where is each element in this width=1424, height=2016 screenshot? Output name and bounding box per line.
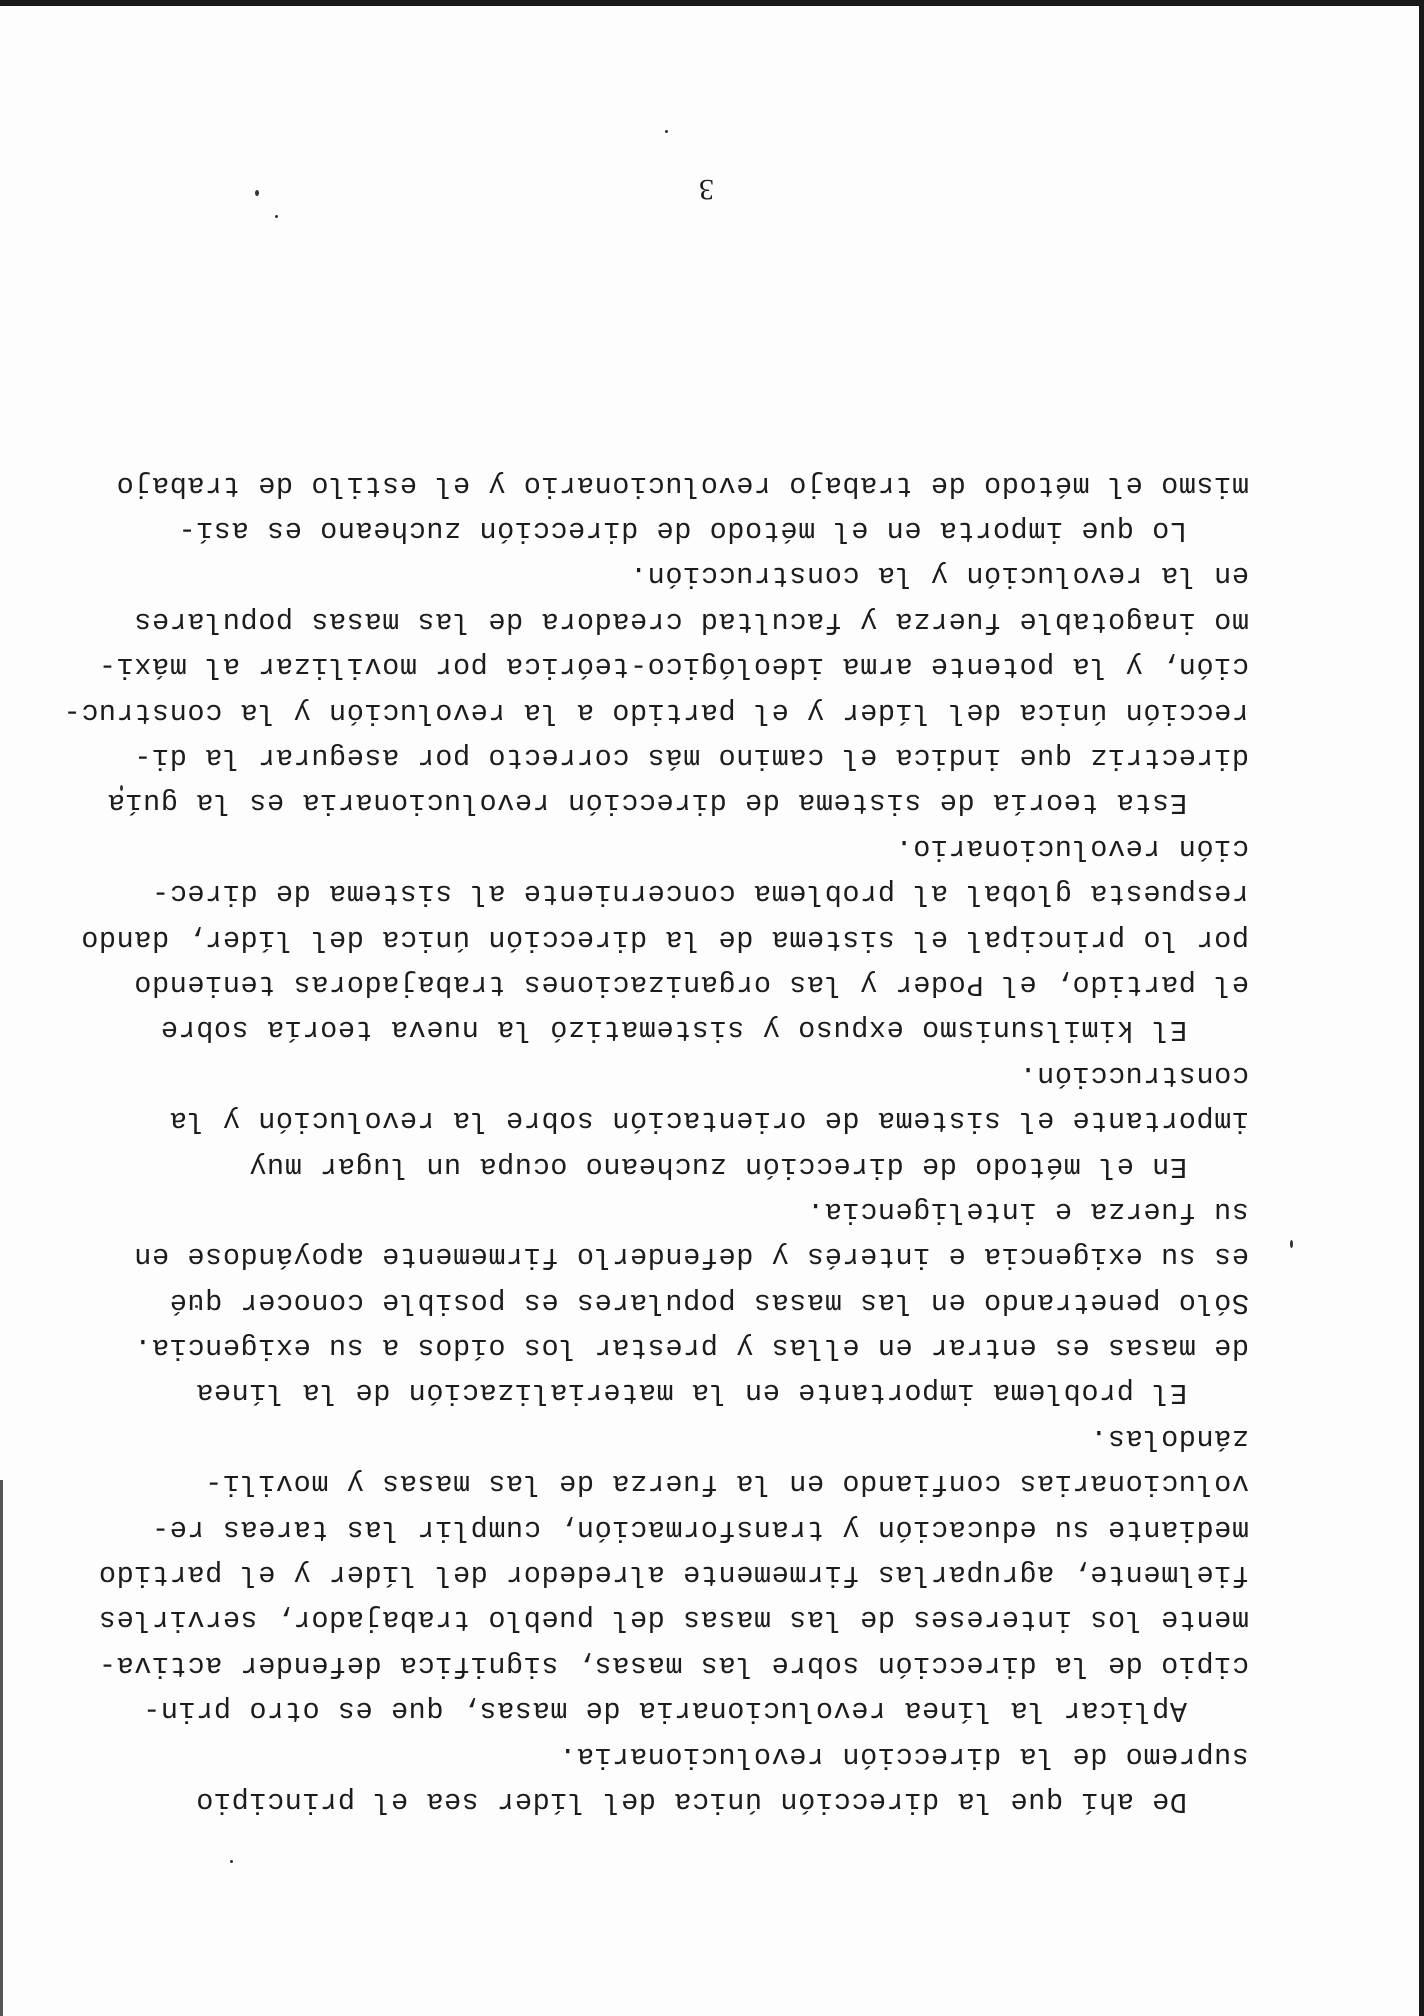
text-line: fielmente, agruparlas firmemente alrededor del líder y el partido <box>98 1558 1249 1592</box>
text-line: mediante su educación y transformación, cumplir las tareas re- <box>151 1512 1249 1546</box>
text-line: Lo que importa en el método de dirección zucheano es así- <box>177 514 1187 548</box>
text-line: de masas es entrar en ellas y prestar los oídos a su exigencia. <box>133 1331 1249 1365</box>
text-line: importante el sistema de orientación sobre la revolución y la <box>169 1104 1249 1138</box>
text-line: ción, y la potente arma ideológico-teórica por movilizar al máxi- <box>98 650 1249 684</box>
page-number: 3 <box>699 173 714 206</box>
text-line: El problema importante en la materialización de la línea <box>195 1376 1187 1410</box>
body-text <box>62 462 1249 1824</box>
text-line: En el método de dirección zucheano ocupa un lugar muy <box>248 1149 1187 1183</box>
text-line: zándolas. <box>1089 1421 1249 1455</box>
text-line: volucionarias confiando en la fuerza de las masas y movili- <box>204 1467 1249 1501</box>
text-line: mente los intereses de las masas del pueblo trabajador, servirles <box>98 1603 1249 1637</box>
text-line: De ahí que la dirección única del líder sea el principio <box>195 1785 1187 1818</box>
text-line: su fuerza e inteligencia. <box>806 1194 1249 1228</box>
text-line: respuesta global al problema concerniente al sistema de direc- <box>151 877 1249 911</box>
text-line: supremo de la dirección revolucionaria. <box>558 1739 1249 1773</box>
text-line: Aplicar la línea revolucionaria de masas, que es otro prin- <box>142 1694 1187 1728</box>
text-line: mo inagotable fuerza y facultad creadora de las masas populares <box>133 604 1249 638</box>
text-line: rección única del líder y el partido a la revolución y la construc- <box>62 695 1249 729</box>
text-line: Esta teoría de sistema de dirección revolucionaria es la guía <box>107 786 1187 820</box>
text-line: ción revolucionario. <box>894 831 1249 865</box>
text-line: el partido, el Poder y las organizaciones trabajadoras teniendo <box>133 967 1249 1001</box>
text-line: construcción. <box>1018 1058 1249 1092</box>
text-line: Sólo penetrando en las masas populares es posible conocer qué <box>169 1285 1249 1319</box>
text-line: El kimilsunismo expuso y sistematizó la nueva teoría sobre <box>160 1013 1187 1047</box>
text-line: directriz que indica el camino más correcto por asegurar la di- <box>133 741 1249 775</box>
text-line: es su exigencia e interés y defenderlo firmemente apoyándose en <box>133 1240 1249 1274</box>
text-line: por lo principal el sistema de la dirección única del líder, dando <box>80 922 1249 956</box>
text-line: mismo el método de trabajo revolucionario y el estilo de trabajo <box>116 468 1249 502</box>
text-line: cipio de la dirección sobre las masas, significa defender activa- <box>98 1648 1249 1682</box>
text-line: en la revolución y la construcción. <box>629 559 1249 593</box>
